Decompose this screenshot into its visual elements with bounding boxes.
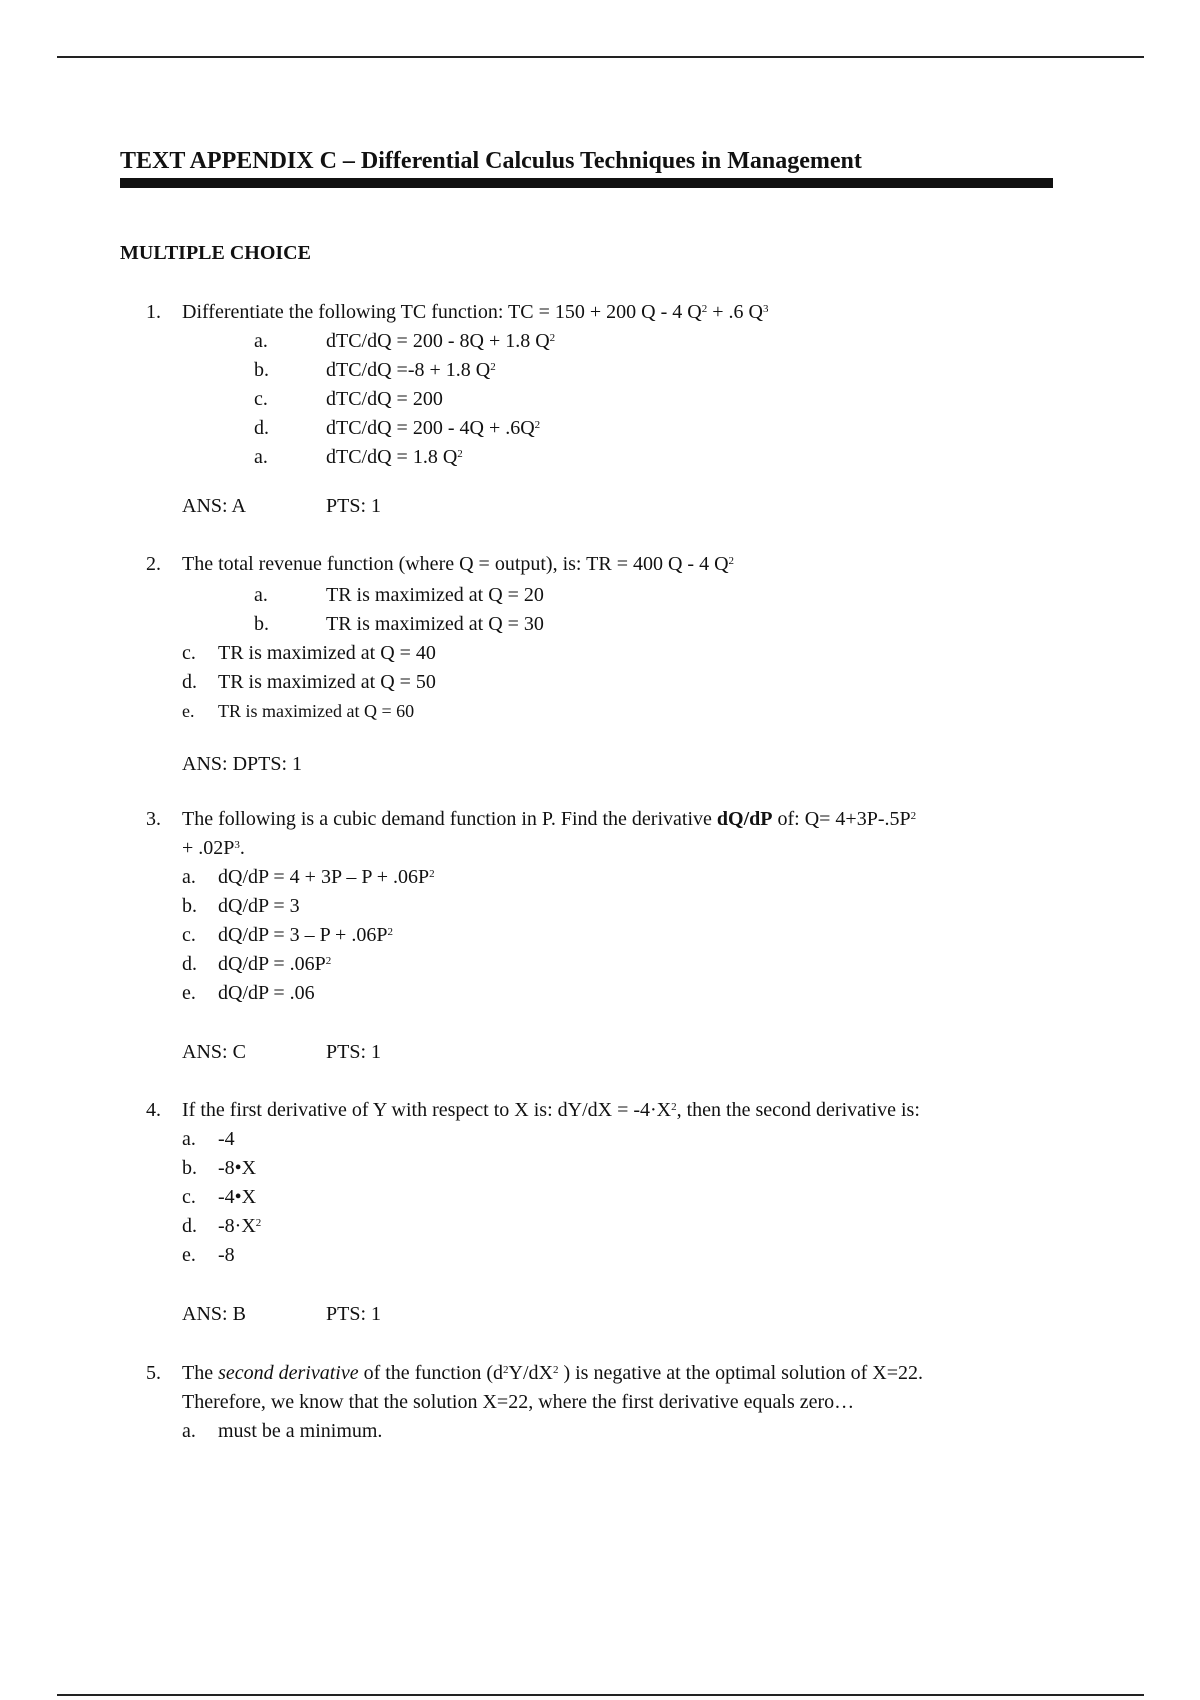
question-number: 2. [146,553,161,575]
answer-label: ANS: B [182,1303,246,1325]
option-text: dTC/dQ =-8 + 1.8 $Q^2$ [326,359,496,381]
answer-label: ANS: A [182,495,246,517]
option-text: $dQ/dP = .06P^2$ [218,953,332,975]
option-text: dQ/dP = .06 [218,982,315,1004]
points-label: PTS: 1 [326,1041,382,1063]
option-letter: a. [182,1420,196,1442]
question-text: The second derivative of the function ($d^2Y/dX^2$ ) is negative at the optimal solution of X=22. [182,1362,924,1384]
question-text: The following is a cubic demand function in P. Find the derivative dQ/dP of: $Q= 4+3P-.5P^2$ [182,808,917,830]
option-text: dTC/dQ = 200 [326,388,443,410]
question-text: If the first derivative of Y with respect to X is: $dY/dX = -4\cdot X^2$, then the second derivative is: [182,1099,920,1121]
option-text: TR is maximized at Q = 40 [218,642,436,664]
option-letter: a. [254,330,268,352]
option-letter: d. [254,417,269,439]
option-text: -4 [218,1128,235,1150]
top-rule [57,56,1144,58]
option-text: $dQ/dP = 3 - P + .06P^2$ [218,924,393,946]
option-letter: b. [254,613,269,635]
section-heading: MULTIPLE CHOICE [120,242,311,264]
option-text: TR is maximized at Q = 20 [326,584,544,606]
option-text: $dTC/dQ = 200 - 4Q + .6Q^2$ [326,417,541,439]
option-letter: a. [254,446,268,468]
question-text: The total revenue function (where Q = output), is: TR = 400 Q - 4 $Q^2$ [182,553,735,575]
question-text-continued: Therefore, we know that the solution X=22, where the first derivative equals zero… [182,1391,855,1413]
option-text: dTC/dQ = 200 - 8Q + 1.8 $Q^2$ [326,330,556,352]
option-letter: e. [182,701,195,721]
option-letter: c. [182,642,196,664]
question-text-continued: + $.02P^3$. [182,837,245,859]
option-text: dTC/dQ = 1.8 $Q^2$ [326,446,463,468]
title-underline [120,178,1053,188]
option-text: -8 [218,1244,235,1266]
question-number: 3. [146,808,161,830]
option-letter: d. [182,1215,197,1237]
page-title: TEXT APPENDIX C – Differential Calculus Techniques in Management [120,148,862,174]
option-text: $-8\cdot X^2$ [218,1215,262,1237]
question-number: 4. [146,1099,161,1121]
answer-label: ANS: C [182,1041,246,1063]
option-letter: e. [182,982,196,1004]
option-letter: d. [182,953,197,975]
question-number: 1. [146,301,161,323]
option-letter: c. [182,1186,196,1208]
option-text: TR is maximized at Q = 60 [218,701,415,721]
option-letter: d. [182,671,197,693]
option-text: $dQ/dP = 4 + 3P - P + .06P^2$ [218,866,435,888]
option-letter: a. [182,866,196,888]
question-number: 5. [146,1362,161,1384]
option-letter: a. [254,584,268,606]
option-text: -8•X [218,1157,257,1179]
option-letter: b. [182,1157,197,1179]
option-text: -4•X [218,1186,257,1208]
answer-label: ANS: DPTS: 1 [182,753,303,775]
option-text: dQ/dP = 3 [218,895,300,917]
option-letter: b. [182,895,197,917]
points-label: PTS: 1 [326,1303,382,1325]
option-letter: b. [254,359,269,381]
question-text: Differentiate the following TC function: TC = 150 + 200 Q - 4 $Q^2 + .6$ $Q^3$ [182,301,769,323]
option-letter: a. [182,1128,196,1150]
bottom-rule [57,1694,1144,1696]
points-label: PTS: 1 [326,495,382,517]
option-text: TR is maximized at Q = 50 [218,671,436,693]
option-letter: c. [182,924,196,946]
option-text: must be a minimum. [218,1420,383,1442]
option-letter: e. [182,1244,196,1266]
option-letter: c. [254,388,268,410]
option-text: TR is maximized at Q = 30 [326,613,544,635]
